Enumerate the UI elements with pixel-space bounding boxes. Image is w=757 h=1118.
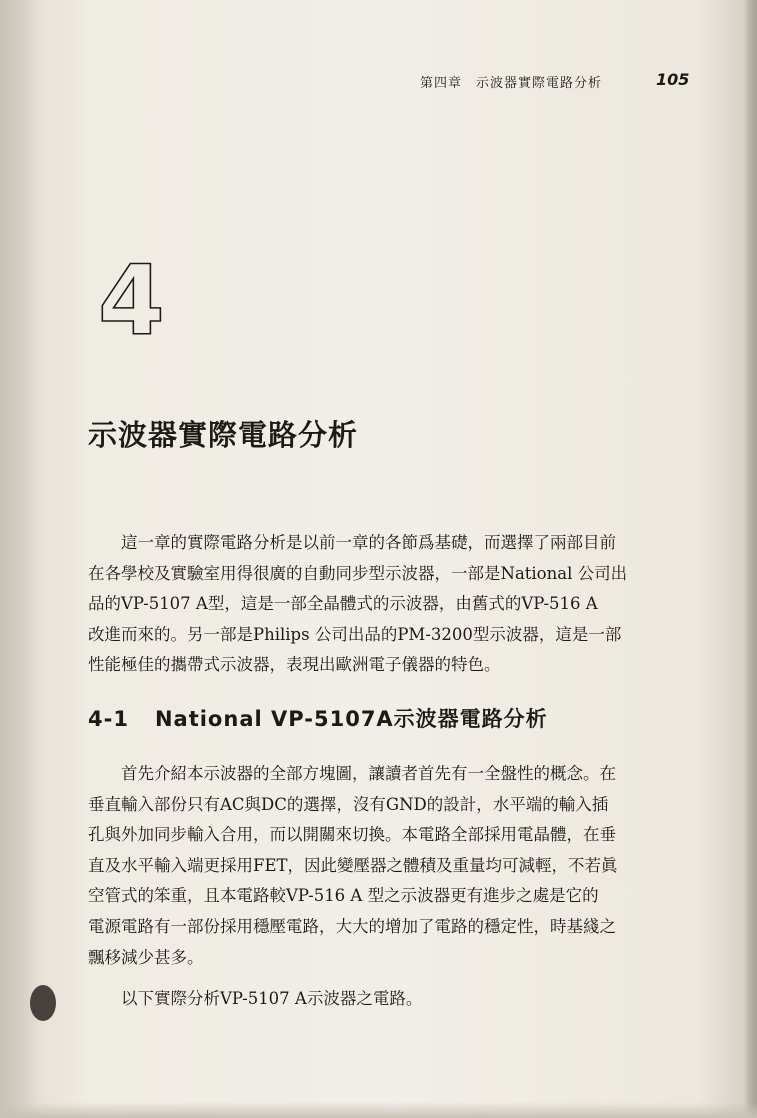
intro-line: 這一章的實際電路分析是以前一章的各節爲基礎，而選擇了兩部目前: [121, 533, 616, 552]
intro-line: 性能極佳的攜帶式示波器，表現出歐洲電子儀器的特色。: [88, 655, 501, 675]
chapter-numeral: [92, 250, 172, 350]
body-line: 空管式的笨重，且本電路較VP-516 A 型之示波器更有進步之處是它的: [88, 886, 599, 906]
body-line: 孔與外加同步輸入合用，而以開關來切換。本電路全部採用電晶體，在垂: [88, 825, 616, 845]
intro-line: 在各學校及實驗室用得很廣的自動同步型示波器，一部是National 公司出: [88, 563, 628, 583]
body-line: 首先介紹本示波器的全部方塊圖，讓讀者首先有一全盤性的概念。在: [121, 764, 616, 783]
intro-paragraph: [88, 528, 676, 681]
chapter-title: 示波器實際電路分析: [88, 418, 359, 452]
page-edge-bottom: [0, 1102, 757, 1118]
page-edge-right: [743, 0, 757, 1118]
section-paragraph: [88, 759, 676, 973]
section-number: 4-1: [88, 707, 129, 731]
body-line: 飄移減少甚多。: [88, 947, 204, 967]
body-line: 電源電路有一部份採用穩壓電路，大大的增加了電路的穩定性，時基綫之: [88, 916, 616, 936]
page-header: [420, 70, 720, 94]
page-number: 105: [656, 70, 690, 89]
chapter-numeral-glyph: 4: [98, 250, 165, 350]
body-line: 直及水平輸入端更採用FET，因此變壓器之體積及重量均可減輕，不若眞: [88, 855, 618, 875]
intro-line: 品的VP-5107 A型，這是一部全晶體式的示波器，由舊式的VP-516 A: [88, 594, 598, 614]
intro-line: 改進而來的。另一部是Philips 公司出品的PM-3200型示波器，這是一部: [88, 624, 622, 644]
section-heading: [88, 703, 548, 733]
gutter-shadow: [0, 0, 40, 1118]
closing-paragraph: [88, 984, 676, 1015]
section-title: National VP-5107A示波器電路分析: [154, 707, 548, 731]
running-head: 第四章 示波器實際電路分析: [420, 76, 603, 91]
body-line: 垂直輸入部份只有AC與DC的選擇，沒有GND的設計，水平端的輸入插: [88, 794, 609, 814]
closing-line: 以下實際分析VP-5107 A示波器之電路。: [121, 989, 423, 1008]
binding-hole: [30, 985, 56, 1021]
